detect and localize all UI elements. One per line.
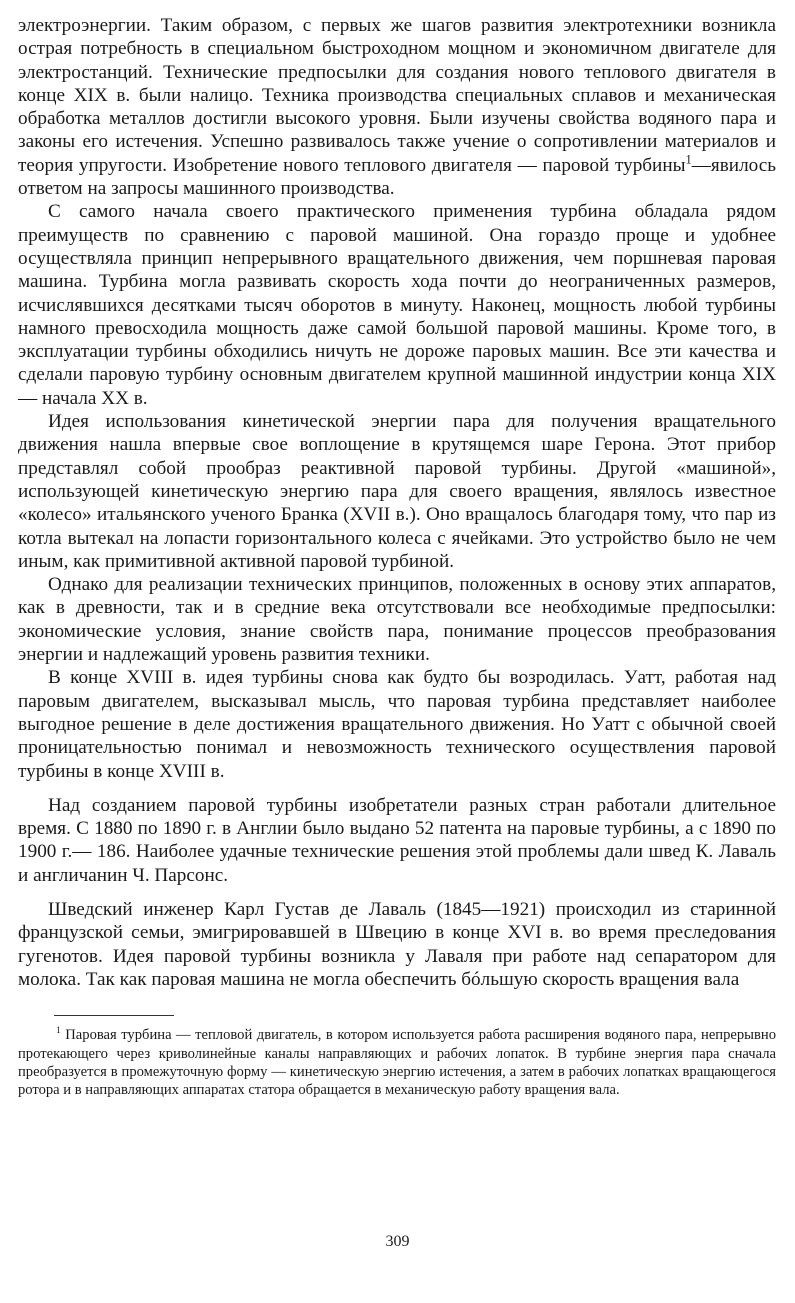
paragraph: электроэнергии. Таким образом, с первых же шагов развития электротехники возникла острая потребность в специальном быстроходном мощном и экономичном двигателе для электростанций. Технические предпосылки для создания нового теплового двигателя в конце XIX в. были налицо. Техника производства специальных сплавов и механическая обработка металлов достигли высокого уровня. Были изучены свойства водяного пара и законы его истечения. Успешно развивалось также учение о сопротивлении материалов и теория упругости. Изобретение нового теплового двигателя — паровой турбины$^1$—явилось ответом на запросы машинного производства. <box>18 15 776 200</box>
page-number: 309 <box>385 1233 410 1250</box>
footnote-divider <box>54 1015 174 1016</box>
footnote-marker: 1 <box>56 1026 61 1037</box>
footnote-reference: 1 <box>685 152 692 167</box>
footnote-text: Паровая турбина — тепловой двигатель, в котором используется работа расширения водяного пара, непрерывно протекающего через криволинейные каналы направляющих и рабочих лопаток. В турбине энергия пара сначала преобразуется в промежуточную форму — кинетическую энергию истечения, а затем в рабочих лопатках вращающегося ротора и в направляющих аппаратах статора обращается в механическую работу вращения вала. <box>18 1027 776 1099</box>
paragraph: Шведский инженер Карл Густав де Лаваль (1845—1921) происходил из старинной французской семьи, эмигрировавшей в Швецию в конце XVI в. во время преследования гугенотов. Идея паровой турбины возникла у Лаваля при работе над сепаратором для молока. Так как паровая машина не могла обеспечить бóльшую скорость вращения вала <box>18 898 776 990</box>
footnote <box>18 1026 776 1100</box>
paragraph: С самого начала своего практического применения турбина обладала рядом преимуществ по сравнению с паровой машиной. Она гораздо проще и удобнее осуществляла принцип непрерывного вращательного движения, чем поршневая паровая машина. Турбина могла развивать скорость хода почти до неограниченных размеров, исчислявшихся десятками тысяч оборотов в минуту. Наконец, мощность любой турбины намного превосходила мощность даже самой большой паровой машины. Кроме того, в эксплуатации турбины обходились ничуть не дороже паровых машин. Все эти качества и сделали паровую турбину основным двигателем крупной машинной индустрии конца XIX — начала XX в. <box>18 201 776 409</box>
paragraph: Идея использования кинетической энергии пара для получения вращательного движения нашла впервые свое воплощение в крутящемся шаре Герона. Этот прибор представлял собой прообраз реактивной паровой турбины. Другой «машиной», использующей кинетическую энергию пара для своего вращения, являлось известное «колесо» итальянского ученого Бранка (XVII в.). Оно вращалось благодаря тому, что пар из котла вытекал на лопасти горизонтального колеса с ячейками. Это устройство было не чем иным, как примитивной активной паровой турбиной. <box>18 411 776 572</box>
paragraph: В конце XVIII в. идея турбины снова как будто бы возродилась. Уатт, работая над паровым двигателем, высказывал мысль, что паровая турбина представляет наиболее выгодное решение в деле достижения вращательного движения. Но Уатт с обычной своей проницательностью понимал и невозможность технического осуществления паровой турбины в конце XVIII в. <box>18 667 776 782</box>
paragraph: Однако для реализации технических принципов, положенных в основу этих аппаратов, как в древности, так и в средние века отсутствовали все необходимые предпосылки: экономические условия, знание свойств пара, понимание процессов преобразования энергии и надлежащий уровень развития техники. <box>18 574 776 666</box>
footnotes <box>18 1026 776 1100</box>
body-text <box>18 14 776 991</box>
paragraph: Над созданием паровой турбины изобретатели разных стран работали длительное время. С 1880 по 1890 г. в Англии было выдано 52 патента на паровые турбины, а с 1890 по 1900 г.— 186. Наиболее удачные технические решения этой проблемы дали швед К. Лаваль и англичанин Ч. Парсонс. <box>18 794 776 886</box>
book-page <box>18 14 776 1100</box>
